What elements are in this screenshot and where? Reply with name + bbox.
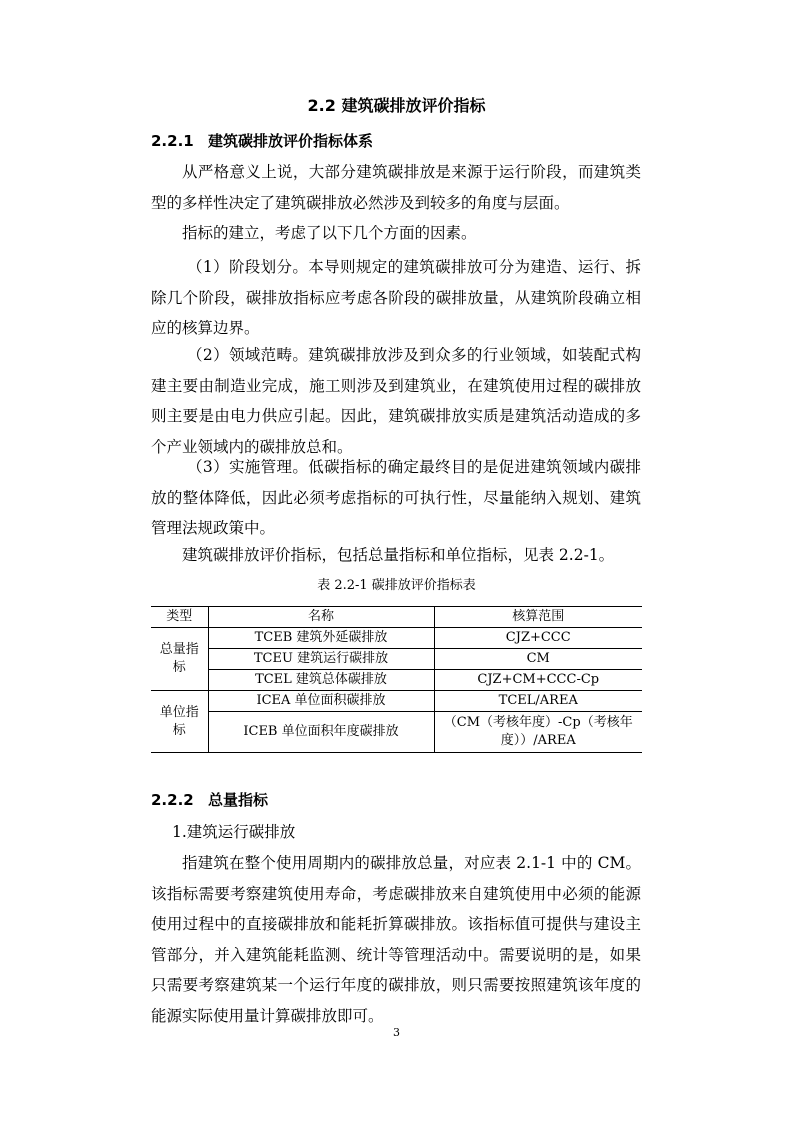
paragraph-table-reference: 建筑碳排放评价指标，包括总量指标和单位指标，见表 2.2-1。 — [182, 546, 615, 564]
name-cell: ICEB 单位面积年度碳排放 — [208, 712, 434, 753]
table-caption: 表 2.2-1 碳排放评价指标表 — [317, 578, 476, 593]
paragraph-operation-emission: 指建筑在整个使用周期内的碳排放总量，对应表 2.1-1 中的 CM。该指标需要考察建筑使用寿命，考虑碳排放来自建筑使用中必须的能源使用过程中的直接碳排放和能耗折算碳排放。该指标值可提供与建设主管部分，并入建筑能耗监测、统计等管理活动中。需要说明的是，如果只需要考察建筑某一个运行年度的碳排放，则只需要按照建筑该年度的能源实际使用量计算碳排放即可。 — [151, 854, 641, 1025]
subsection-heading-2-2-2 — [151, 789, 268, 811]
scope-cell: CM — [434, 649, 642, 670]
paragraph-factors: 指标的建立，考虑了以下几个方面的因素。 — [182, 224, 477, 242]
table-row — [151, 670, 642, 691]
name-cell: TCEB 建筑外延碳排放 — [208, 628, 434, 649]
subsection-number: 2.2.1 — [151, 132, 194, 150]
scope-cell: TCEL/AREA — [434, 691, 642, 712]
subsection-heading-2-2-1 — [151, 130, 373, 152]
table-row — [151, 712, 642, 753]
table-row — [151, 628, 642, 649]
page-number: 3 — [393, 1026, 400, 1039]
section-title: 2.2 建筑碳排放评价指标 — [307, 96, 486, 115]
metrics-table — [151, 606, 642, 753]
name-cell: TCEU 建筑运行碳排放 — [208, 649, 434, 670]
paragraph-intro: 从严格意义上说，大部分建筑碳排放是来源于运行阶段，而建筑类型的多样性决定了建筑碳排放必然涉及到较多的角度与层面。 — [151, 163, 641, 212]
type-cell: 总量指标 — [151, 628, 208, 691]
table-row — [151, 649, 642, 670]
paragraph-implementation: （3）实施管理。低碳指标的确定最终目的是促进建筑领域内碳排放的整体降低，因此必须考虑指标的可执行性，尽量能纳入规划、建筑管理法规政策中。 — [151, 458, 641, 538]
name-cell: TCEL 建筑总体碳排放 — [208, 670, 434, 691]
subsection-title: 建筑碳排放评价指标体系 — [208, 132, 374, 150]
paragraph-item-heading: 1.建筑运行碳排放 — [172, 823, 296, 841]
name-cell: ICEA 单位面积碳排放 — [208, 691, 434, 712]
type-cell: 单位指标 — [151, 691, 208, 753]
paragraph-stage-division: （1）阶段划分。本导则规定的建筑碳排放可分为建造、运行、拆除几个阶段，碳排放指标应考虑各阶段的碳排放量，从建筑阶段确立相应的核算边界。 — [151, 258, 641, 338]
table-header-row — [151, 607, 642, 628]
header-name: 名称 — [208, 607, 434, 628]
scope-cell: （CM（考核年度）-Cp（考核年度））/AREA — [434, 712, 642, 753]
table-row — [151, 691, 642, 712]
header-type: 类型 — [151, 607, 208, 628]
subsection-title: 总量指标 — [208, 791, 269, 809]
header-scope: 核算范围 — [434, 607, 642, 628]
subsection-number: 2.2.2 — [151, 791, 194, 809]
scope-cell: CJZ+CCC — [434, 628, 642, 649]
paragraph-domain-scope: （2）领域范畴。建筑碳排放涉及到众多的行业领域，如装配式构建主要由制造业完成，施工则涉及到建筑业，在建筑使用过程的碳排放则主要是由电力供应引起。因此，建筑碳排放实质是建筑活动造成的多个产业领域内的碳排放总和。 — [151, 346, 641, 456]
scope-cell: CJZ+CM+CCC-Cp — [434, 670, 642, 691]
